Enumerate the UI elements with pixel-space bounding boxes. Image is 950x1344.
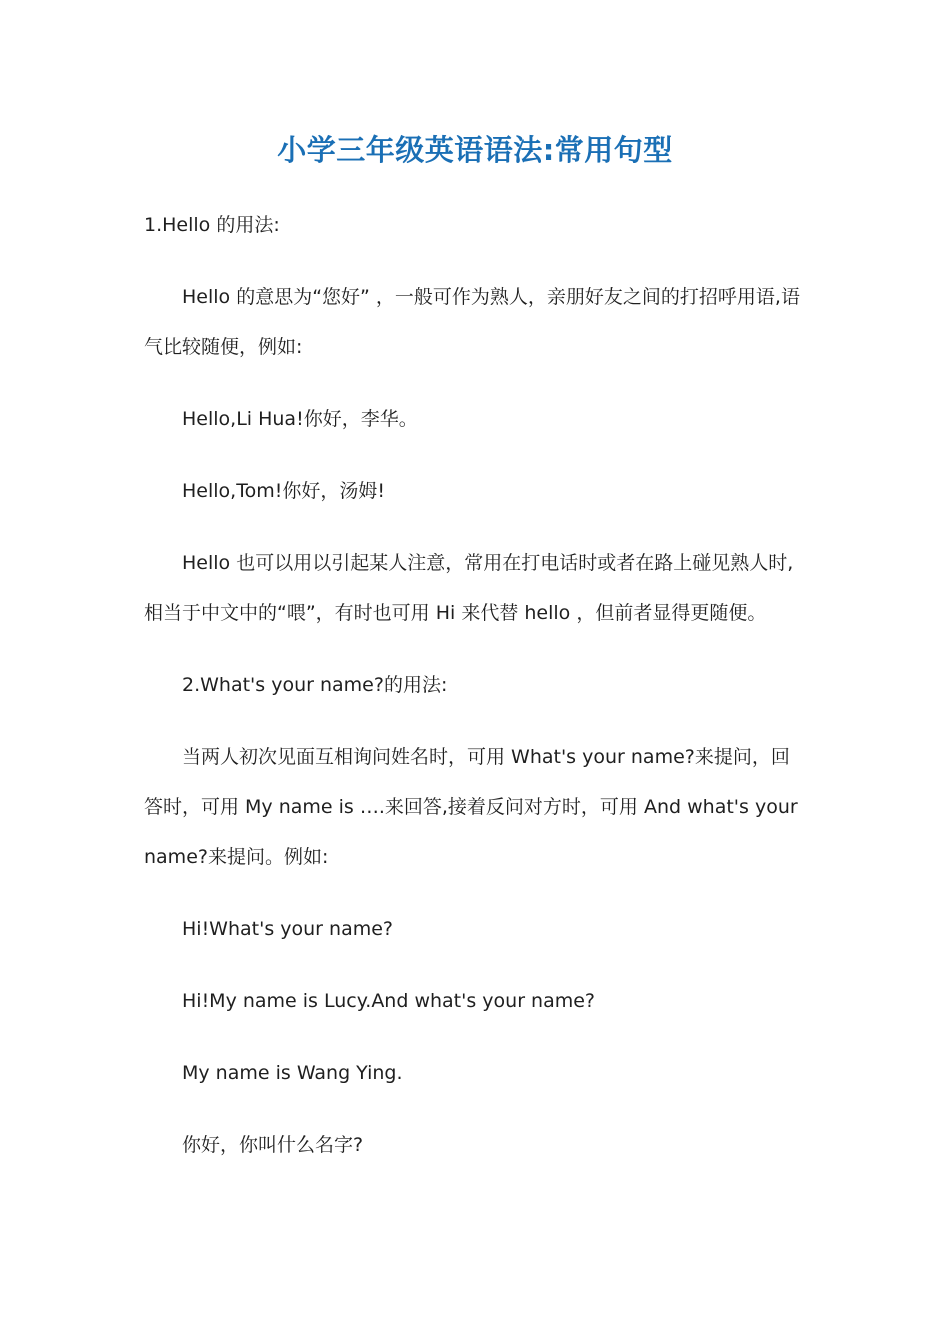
document-title: 小学三年级英语语法:常用句型 (277, 133, 673, 167)
paragraph-7: 当两人初次见面互相询问姓名时，可用 What's your name?来提问，回答时，可用 My name is ….来回答,接着反问对方时，可用 And what's your name?来提问。例如: (144, 746, 798, 868)
paragraph-3: Hello,Li Hua!你好，李华。 (182, 408, 418, 430)
paragraph-9: Hi!My name is Lucy.And what's your name? (182, 990, 596, 1012)
paragraph-6: 2.What's your name?的用法: (182, 674, 448, 696)
paragraph-11: 你好，你叫什么名字? (182, 1134, 364, 1156)
paragraph-4: Hello,Tom!你好，汤姆! (182, 480, 385, 502)
document-body (144, 200, 806, 1192)
paragraph-8: Hi!What's your name? (182, 918, 393, 940)
paragraph-2: Hello 的意思为“您好” ，一般可作为熟人，亲朋好友之间的打招呼用语,语气比较随便，例如: (144, 286, 800, 358)
paragraph-1: 1.Hello 的用法: (144, 214, 280, 236)
paragraph-10: My name is Wang Ying. (182, 1062, 403, 1084)
paragraph-5: Hello 也可以用以引起某人注意，常用在打电话时或者在路上碰见熟人时,相当于中文中的“喂”，有时也可用 Hi 来代替 hello ，但前者显得更随便。 (144, 552, 794, 624)
